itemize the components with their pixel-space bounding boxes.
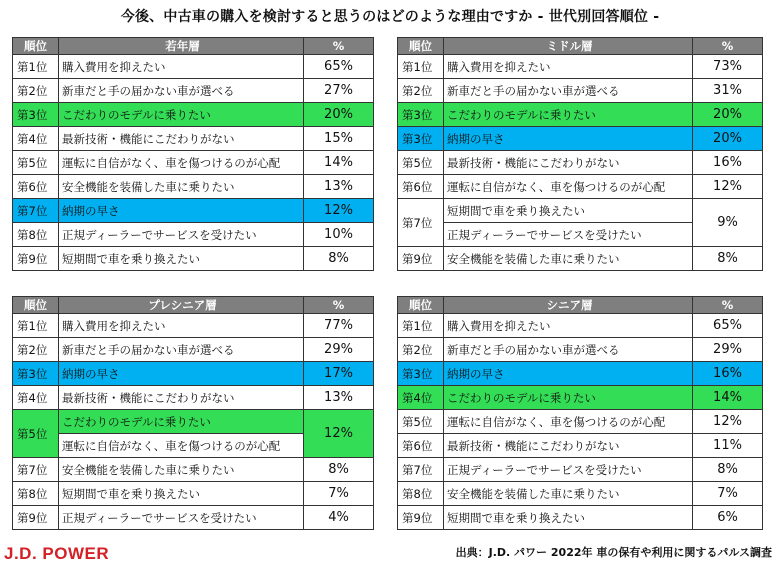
pct-cell: 20% xyxy=(304,103,374,127)
reason-cell: 購入費用を抑えたい xyxy=(444,314,693,338)
rank-cell: 第1位 xyxy=(398,314,444,338)
rank-cell: 第3位 xyxy=(398,103,444,127)
table-young xyxy=(12,37,374,271)
reason-cell: 運転に自信がなく、車を傷つけるのが心配 xyxy=(59,151,304,175)
rank-cell: 第6位 xyxy=(398,175,444,199)
rank-cell: 第9位 xyxy=(13,247,59,271)
pct-header: % xyxy=(304,297,374,314)
pct-cell: 13% xyxy=(304,386,374,410)
table-row xyxy=(398,482,763,506)
table-row xyxy=(13,175,374,199)
reason-cell: 運転に自信がなく、車を傷つけるのが心配 xyxy=(444,410,693,434)
table-row xyxy=(398,199,763,223)
reason-cell: 新車だと手の届かない車が選べる xyxy=(444,79,693,103)
reason-cell: 正規ディーラーでサービスを受けたい xyxy=(444,458,693,482)
table-row xyxy=(398,175,763,199)
pct-cell: 12% xyxy=(693,410,763,434)
rank-cell: 第5位 xyxy=(13,151,59,175)
reason-cell: 運転に自信がなく、車を傷つけるのが心配 xyxy=(59,434,304,458)
pct-header: % xyxy=(693,297,763,314)
rank-cell: 第2位 xyxy=(13,79,59,103)
reason-cell: 運転に自信がなく、車を傷つけるのが心配 xyxy=(444,175,693,199)
table-row xyxy=(13,103,374,127)
rank-cell: 第4位 xyxy=(13,386,59,410)
page-title: 今後、中古車の購入を検討すると思うのはどのような理由ですか - 世代別回答順位 - xyxy=(120,9,660,25)
pct-cell: 7% xyxy=(693,482,763,506)
reason-cell: 納期の早さ xyxy=(444,127,693,151)
rank-cell: 第7位 xyxy=(398,458,444,482)
reason-cell: こだわりのモデルに乗りたい xyxy=(444,386,693,410)
table-row xyxy=(398,386,763,410)
rank-header: 順位 xyxy=(13,297,59,314)
table-row xyxy=(13,55,374,79)
pct-cell: 7% xyxy=(304,482,374,506)
rank-cell: 第6位 xyxy=(13,175,59,199)
header-row xyxy=(398,297,763,314)
rank-cell: 第4位 xyxy=(398,386,444,410)
pct-cell: 20% xyxy=(693,103,763,127)
pct-cell: 14% xyxy=(693,386,763,410)
table-row xyxy=(398,247,763,271)
table-row xyxy=(13,223,374,247)
rank-cell: 第2位 xyxy=(398,79,444,103)
group-header: シニア層 xyxy=(444,297,693,314)
rank-cell: 第3位 xyxy=(13,103,59,127)
reason-cell: 新車だと手の届かない車が選べる xyxy=(59,79,304,103)
pct-cell: 15% xyxy=(304,127,374,151)
reason-cell: 最新技術・機能にこだわりがない xyxy=(444,151,693,175)
table-row xyxy=(398,103,763,127)
table-row xyxy=(13,314,374,338)
table-senior xyxy=(397,296,763,530)
pct-cell: 29% xyxy=(304,338,374,362)
rank-cell: 第7位 xyxy=(13,199,59,223)
rank-cell: 第5位 xyxy=(13,410,59,458)
pct-cell: 11% xyxy=(693,434,763,458)
rank-cell: 第9位 xyxy=(13,506,59,530)
pct-cell: 8% xyxy=(304,247,374,271)
pct-cell: 8% xyxy=(693,458,763,482)
reason-cell: 最新技術・機能にこだわりがない xyxy=(59,127,304,151)
pct-cell: 20% xyxy=(693,127,763,151)
reason-cell: 納期の早さ xyxy=(444,362,693,386)
rank-cell: 第1位 xyxy=(13,55,59,79)
pct-cell: 31% xyxy=(693,79,763,103)
reason-cell: 購入費用を抑えたい xyxy=(444,55,693,79)
pct-header: % xyxy=(304,38,374,55)
header-row xyxy=(13,297,374,314)
table-row xyxy=(13,386,374,410)
header-row xyxy=(398,38,763,55)
rank-cell: 第5位 xyxy=(398,410,444,434)
reason-cell: 最新技術・機能にこだわりがない xyxy=(59,386,304,410)
rank-cell: 第3位 xyxy=(398,127,444,151)
table-row xyxy=(398,458,763,482)
pct-cell: 77% xyxy=(304,314,374,338)
reason-cell: 購入費用を抑えたい xyxy=(59,55,304,79)
group-header: プレシニア層 xyxy=(59,297,304,314)
reason-cell: 安全機能を装備した車に乗りたい xyxy=(59,175,304,199)
table-row xyxy=(13,410,374,434)
table-row xyxy=(398,338,763,362)
rank-cell: 第5位 xyxy=(398,151,444,175)
pct-cell: 8% xyxy=(304,458,374,482)
pct-header: % xyxy=(693,38,763,55)
pct-cell: 12% xyxy=(693,175,763,199)
reason-cell: 安全機能を装備した車に乗りたい xyxy=(444,247,693,271)
rank-cell: 第7位 xyxy=(398,199,444,247)
rank-cell: 第9位 xyxy=(398,506,444,530)
group-header: ミドル層 xyxy=(444,38,693,55)
rank-cell: 第8位 xyxy=(398,482,444,506)
pct-cell: 9% xyxy=(693,199,763,247)
table-row xyxy=(13,458,374,482)
reason-cell: 安全機能を装備した車に乗りたい xyxy=(444,482,693,506)
rank-cell: 第1位 xyxy=(398,55,444,79)
rank-cell: 第9位 xyxy=(398,247,444,271)
pct-cell: 4% xyxy=(304,506,374,530)
pct-cell: 73% xyxy=(693,55,763,79)
rank-cell: 第7位 xyxy=(13,458,59,482)
rank-cell: 第2位 xyxy=(13,338,59,362)
reason-cell: 新車だと手の届かない車が選べる xyxy=(444,338,693,362)
table-pre-senior xyxy=(12,296,374,530)
reason-cell: こだわりのモデルに乗りたい xyxy=(444,103,693,127)
jd-power-logo: J.D. POWER xyxy=(4,544,110,563)
table-row xyxy=(398,151,763,175)
rank-cell: 第1位 xyxy=(13,314,59,338)
pct-cell: 14% xyxy=(304,151,374,175)
reason-cell: 安全機能を装備した車に乗りたい xyxy=(59,458,304,482)
table-row xyxy=(398,79,763,103)
rank-header: 順位 xyxy=(398,297,444,314)
table-row xyxy=(398,127,763,151)
rank-header: 順位 xyxy=(398,38,444,55)
pct-cell: 6% xyxy=(693,506,763,530)
rank-cell: 第3位 xyxy=(398,362,444,386)
table-row xyxy=(398,506,763,530)
rank-cell: 第8位 xyxy=(13,482,59,506)
table-row xyxy=(13,79,374,103)
table-row xyxy=(398,362,763,386)
pct-cell: 17% xyxy=(304,362,374,386)
table-row xyxy=(398,410,763,434)
pct-cell: 16% xyxy=(693,151,763,175)
table-row xyxy=(13,482,374,506)
reason-cell: 短期間で車を乗り換えたい xyxy=(59,247,304,271)
table-middle xyxy=(397,37,763,271)
rank-cell: 第2位 xyxy=(398,338,444,362)
reason-cell: 最新技術・機能にこだわりがない xyxy=(444,434,693,458)
table-row xyxy=(398,314,763,338)
table-row xyxy=(13,151,374,175)
reason-cell: 短期間で車を乗り換えたい xyxy=(444,199,693,223)
pct-cell: 29% xyxy=(693,338,763,362)
reason-cell: 短期間で車を乗り換えたい xyxy=(59,482,304,506)
pct-cell: 12% xyxy=(304,199,374,223)
pct-cell: 13% xyxy=(304,175,374,199)
reason-cell: 正規ディーラーでサービスを受けたい xyxy=(59,223,304,247)
header-row xyxy=(13,38,374,55)
rank-cell: 第8位 xyxy=(13,223,59,247)
reason-cell: こだわりのモデルに乗りたい xyxy=(59,410,304,434)
pct-cell: 12% xyxy=(304,410,374,458)
pct-cell: 10% xyxy=(304,223,374,247)
reason-cell: 正規ディーラーでサービスを受けたい xyxy=(444,223,693,247)
reason-cell: こだわりのモデルに乗りたい xyxy=(59,103,304,127)
table-row xyxy=(398,55,763,79)
table-row xyxy=(13,247,374,271)
pct-cell: 27% xyxy=(304,79,374,103)
table-row xyxy=(398,434,763,458)
rank-cell: 第4位 xyxy=(13,127,59,151)
pct-cell: 65% xyxy=(304,55,374,79)
pct-cell: 8% xyxy=(693,247,763,271)
table-row xyxy=(13,127,374,151)
pct-cell: 16% xyxy=(693,362,763,386)
table-row xyxy=(13,338,374,362)
reason-cell: 新車だと手の届かない車が選べる xyxy=(59,338,304,362)
reason-cell: 納期の早さ xyxy=(59,199,304,223)
reason-cell: 納期の早さ xyxy=(59,362,304,386)
reason-cell: 購入費用を抑えたい xyxy=(59,314,304,338)
reason-cell: 短期間で車を乗り換えたい xyxy=(444,506,693,530)
pct-cell: 65% xyxy=(693,314,763,338)
rank-header: 順位 xyxy=(13,38,59,55)
table-row xyxy=(13,506,374,530)
table-row xyxy=(13,199,374,223)
rank-cell: 第3位 xyxy=(13,362,59,386)
rank-cell: 第6位 xyxy=(398,434,444,458)
group-header: 若年層 xyxy=(59,38,304,55)
table-row xyxy=(13,362,374,386)
source-note: 出典：J.D. パワー 2022年 車の保有や利用に関するパルス調査 xyxy=(455,546,772,559)
reason-cell: 正規ディーラーでサービスを受けたい xyxy=(59,506,304,530)
